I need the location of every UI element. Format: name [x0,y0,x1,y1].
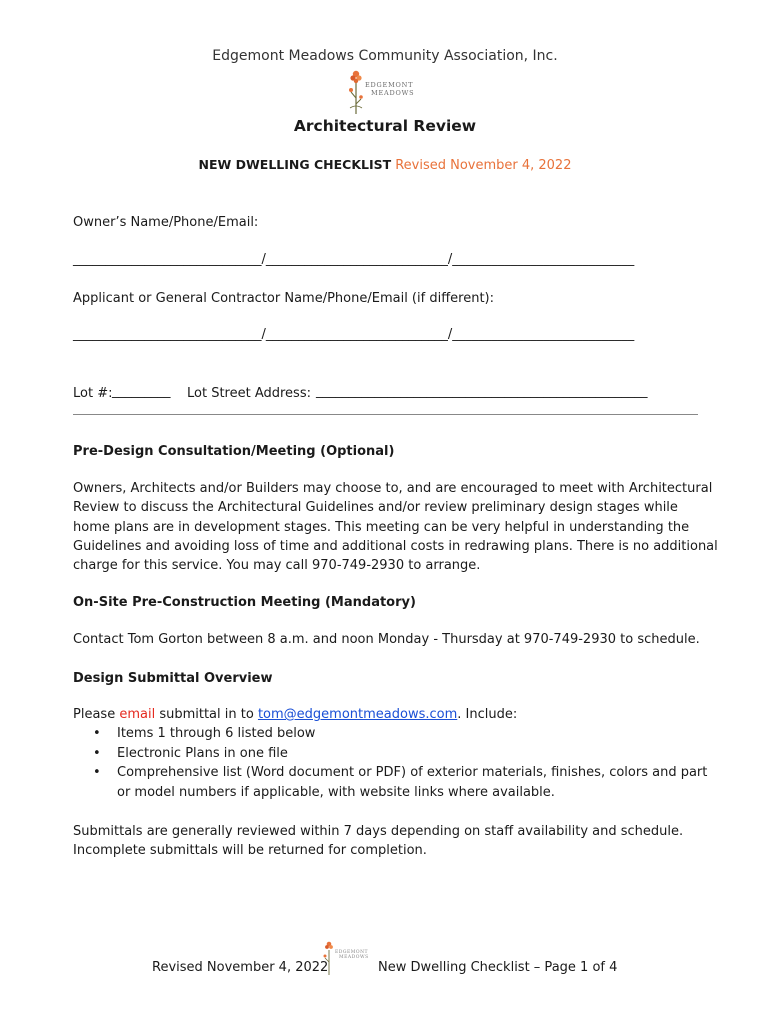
review-line: Incomplete submittals will be returned for completion. [73,843,427,859]
predesign-line: Owners, Architects and/or Builders may choose to, and are encouraged to meet with Architectural [73,481,713,496]
list-item-text: or model numbers if applicable, with website links where available. [117,784,555,800]
submittal-heading: Design Submittal Overview [73,671,273,686]
document-title: Architectural Review [293,117,477,135]
applicant-label: Applicant or General Contractor Name/Phone/Email (if different): [73,291,494,306]
submittal-bullet-list [93,724,713,802]
bullet-icon: • [93,745,101,761]
predesign-line: charge for this service. You may call 970-749-2930 to arrange. [73,558,481,574]
checklist-name: NEW DWELLING CHECKLIST [198,157,392,172]
street-address-label: Lot Street Address: [187,386,311,401]
bullet-spacer [93,783,117,803]
predesign-line: Guidelines and avoiding loss of time and additional costs in redrawing plans. There is no additional [73,538,718,554]
footer-logo [322,940,374,976]
list-item [93,763,713,783]
predesign-line: home plans are in development stages. This meeting can be very helpful in understanding the [73,519,690,535]
bullet-icon: • [93,726,101,741]
bullet-icon: • [93,765,101,780]
predesign-paragraph [73,479,718,575]
logo-line-1: EDGEMONT [365,81,414,89]
footer-page-info: New Dwelling Checklist – Page 1 of 4 [378,960,618,975]
please-text: Please [73,707,116,722]
list-item-continuation [93,783,713,803]
footer-logo-wordmark [335,950,369,960]
owner-label: Owner’s Name/Phone/Email: [73,215,259,230]
email-word: email [119,707,156,722]
owner-fill-line[interactable]: _____________________________/____________________________/____________________________ [73,252,635,267]
lot-number-fill-line[interactable]: _________ [112,384,171,399]
applicant-fill-line[interactable]: _____________________________/____________________________/____________________________ [73,327,635,342]
include-text: . Include: [457,707,518,722]
street-address-fill-line[interactable]: ___________________________________________________ [316,384,648,399]
review-line: Submittals are generally reviewed within 7 days depending on staff availability and schedule. [73,824,684,839]
edgemont-logo [346,68,426,116]
list-item [93,744,713,764]
predesign-heading: Pre-Design Consultation/Meeting (Optional) [73,444,395,459]
document-subtitle [0,157,770,173]
email-link[interactable]: tom@edgemontmeadows.com [257,707,458,722]
submittal-instructions [73,705,517,724]
logo-wordmark [365,82,414,97]
review-paragraph [73,822,703,861]
footer-flower-icon [322,940,336,976]
section-divider [73,414,698,415]
organization-name: Edgemont Meadows Community Association, Inc. [212,48,558,64]
footer-logo-line-1: EDGEMONT [335,950,369,955]
footer-logo-line-2: MEADOWS [339,955,369,960]
lot-label: Lot #: [73,386,113,401]
submittal-in-to-text: submittal in to [159,707,254,722]
predesign-line: Review to discuss the Architectural Guidelines and/or review preliminary design stages while [73,500,678,516]
logo-line-2: MEADOWS [371,88,415,97]
footer-revised-date: Revised November 4, 2022 [152,960,329,975]
list-item-text: Comprehensive list (Word document or PDF) of exterior materials, finishes, colors and part [117,765,708,780]
list-item [93,724,713,744]
list-item-text: Items 1 through 6 listed below [117,726,316,741]
revised-date: Revised November 4, 2022 [395,158,572,173]
onsite-heading: On-Site Pre-Construction Meeting (Mandatory) [73,595,416,610]
onsite-text: Contact Tom Gorton between 8 a.m. and noon Monday - Thursday at 970-749-2930 to schedule. [73,632,700,647]
list-item-text: Electronic Plans in one file [117,745,288,761]
